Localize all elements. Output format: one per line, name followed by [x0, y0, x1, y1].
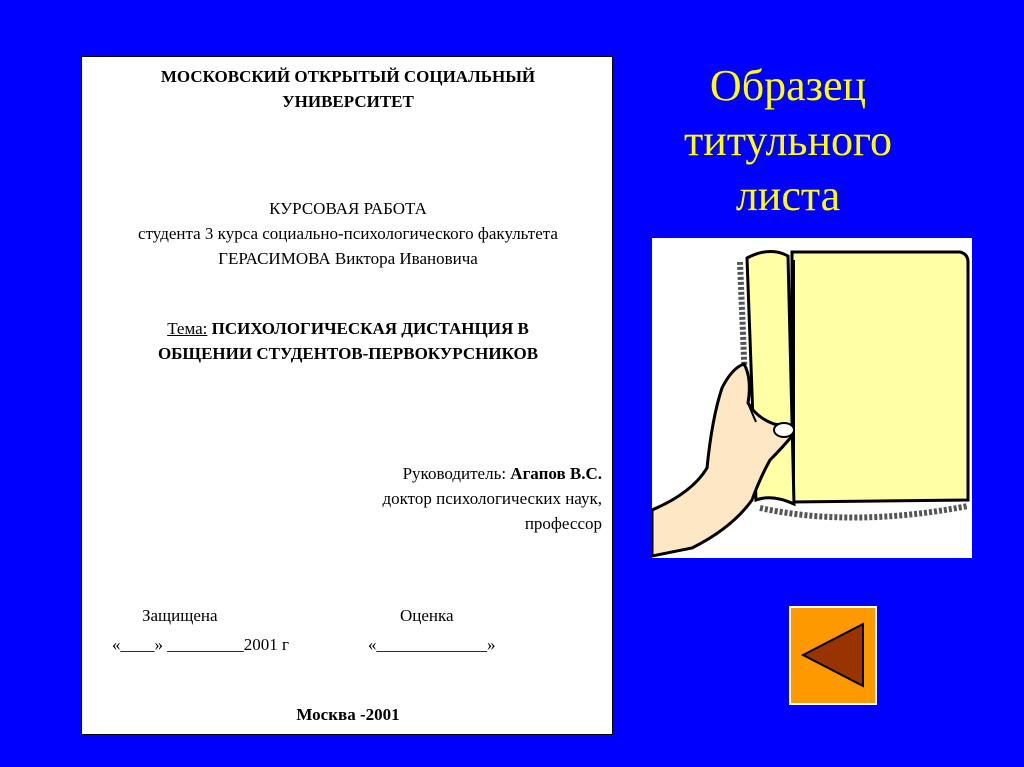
university-name	[82, 64, 614, 114]
work-theme	[82, 316, 614, 366]
caption-line-1: Образец	[709, 61, 867, 110]
university-line-1: МОСКОВСКИЙ ОТКРЫТЫЙ СОЦИАЛЬНЫЙ	[160, 67, 536, 86]
supervisor-name: Агапов В.С.	[510, 464, 602, 483]
student-name: ГЕРАСИМОВА Виктора Ивановича	[218, 249, 478, 268]
supervisor-block	[182, 461, 602, 536]
work-type: КУРСОВАЯ РАБОТА	[269, 199, 427, 218]
defended-label: Защищена	[142, 606, 218, 625]
grade-block	[368, 603, 568, 657]
back-button[interactable]	[789, 606, 877, 705]
slide-caption	[652, 58, 924, 223]
caption-line-3: листа	[735, 171, 841, 220]
back-triangle-icon	[791, 608, 875, 703]
defended-block	[112, 603, 372, 657]
student-line: студента 3 курса социально-психологического факультета	[138, 224, 558, 243]
work-info	[82, 196, 614, 271]
university-line-2: УНИВЕРСИТЕТ	[282, 92, 414, 111]
theme-label: Тема:	[167, 319, 208, 338]
theme-text-1: ПСИХОЛОГИЧЕСКАЯ ДИСТАНЦИЯ В	[207, 319, 529, 338]
hand-holding-book-icon	[652, 238, 972, 558]
grade-label: Оценка	[400, 606, 454, 625]
caption-line-2: титульного	[683, 116, 892, 165]
title-page-sample	[81, 56, 613, 735]
grade-value: «_____________»	[368, 635, 496, 654]
supervisor-degree: доктор психологических наук,	[382, 489, 602, 508]
supervisor-label: Руководитель:	[402, 464, 511, 483]
theme-text-2: ОБЩЕНИИ СТУДЕНТОВ-ПЕРВОКУРСНИКОВ	[157, 344, 539, 363]
supervisor-title: профессор	[524, 514, 602, 533]
defended-date: «____» _________2001 г	[112, 635, 289, 654]
city-year: Москва -2001	[296, 705, 400, 724]
